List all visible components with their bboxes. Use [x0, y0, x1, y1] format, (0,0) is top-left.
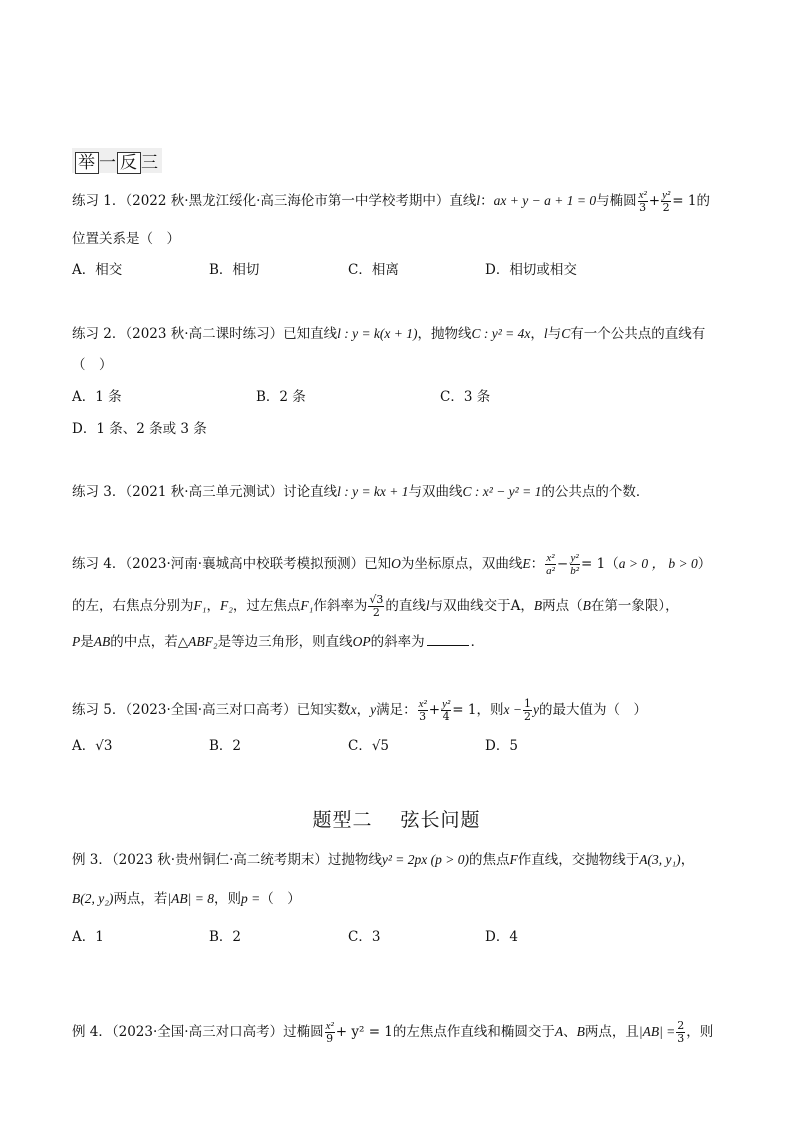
frac-num: x²: [418, 698, 427, 710]
fraction: [418, 698, 428, 723]
math-var: B: [533, 598, 543, 613]
text: 的斜率为: [370, 634, 425, 650]
text: 的焦点: [469, 852, 510, 868]
option-d[interactable]: D．1 条、2 条或 3 条: [72, 421, 207, 437]
text: 的最大值为（ ）: [538, 702, 647, 718]
option-b[interactable]: B．相切: [209, 262, 260, 278]
math-equation: l : y = kx + 1: [337, 484, 409, 499]
fraction: [676, 1020, 685, 1045]
fraction: [545, 552, 556, 577]
text: + y² = 1的左焦点作直线和椭圆交于: [335, 1024, 555, 1040]
text: 为坐标原点，双曲线: [400, 556, 523, 572]
text: ）: [697, 556, 712, 572]
frac-num: y²: [442, 698, 451, 710]
math-point: B(2, y₂): [72, 891, 114, 906]
math-equation: y² = 2px (p > 0): [381, 852, 469, 867]
frac-den: 2: [662, 201, 670, 214]
math-equation: ax + y − a + 1 = 0: [493, 193, 597, 208]
fraction: [441, 698, 451, 723]
text: ．: [470, 634, 485, 650]
exercise-1-line-2: 位置关系是（ ）: [72, 231, 180, 247]
option-a[interactable]: A．√3: [72, 738, 113, 754]
exercise-1-line-1: 练习 1．（2022 秋·黑龙江绥化·高三海伦市第一中学校考期中）直线l：ax + y − a + 1 = 0与椭圆 $\frac{\text{x²}}{3}$ + $\frac{\text{y²}}{2}$ = 1的: [72, 189, 710, 214]
text: 是: [80, 634, 94, 650]
frac-den: 3: [677, 1032, 685, 1045]
text: 的左，右焦点分别为: [72, 598, 194, 614]
math-var: E: [522, 556, 531, 571]
math-var: F₁: [193, 598, 207, 613]
math-var: l: [425, 598, 430, 613]
fraction: [661, 189, 671, 214]
text: 满足：: [376, 702, 417, 718]
section-title: [72, 148, 162, 173]
math-equation: C : y² = 4x: [471, 326, 531, 341]
option-a[interactable]: A．1: [72, 929, 104, 945]
math-var: F: [509, 852, 518, 867]
math-var: AB: [93, 634, 111, 649]
option-c[interactable]: C．3 条: [440, 389, 491, 405]
math-point: A(3, y₁): [639, 852, 681, 867]
example-3-line-2: [72, 889, 301, 909]
math-var: x: [350, 702, 357, 717]
option-b[interactable]: B．2: [209, 929, 242, 945]
frac-num: 1: [523, 697, 531, 710]
text: ：: [480, 193, 494, 209]
option-a[interactable]: A．相交: [72, 262, 123, 278]
math-var: F₂: [219, 598, 233, 613]
frac-den: b²: [570, 565, 580, 577]
frac-den: 4: [442, 710, 450, 723]
exercise-2-line-2: （ ）: [72, 357, 113, 373]
text: 与双曲线: [408, 484, 463, 500]
text: 的公共点的个数．: [541, 484, 650, 500]
frac-num: y²: [570, 552, 579, 564]
heading-type: 题型二: [312, 809, 373, 831]
fraction: [569, 552, 580, 577]
math-var: C: [561, 326, 571, 341]
text: 两点，且: [584, 1024, 639, 1040]
math-condition: a > 0 ， b > 0: [618, 556, 698, 571]
heading-topic: 弦长问题: [400, 809, 481, 831]
math-var: B: [582, 598, 591, 613]
math-var: l: [543, 326, 548, 341]
option-b[interactable]: B．2 条: [256, 389, 306, 405]
math-var: l: [476, 193, 481, 208]
math-var: P: [72, 634, 81, 649]
exercise-4-line-3: [72, 632, 484, 652]
text: ，则: [213, 891, 241, 907]
exercise-4-line-2: [72, 594, 679, 619]
option-a[interactable]: A．1 条: [72, 389, 122, 405]
section-title-char: 反: [117, 152, 141, 174]
frac-den: 3: [419, 710, 427, 723]
text: ：: [530, 556, 545, 572]
fraction: [325, 1020, 335, 1045]
section-title-char: 举: [75, 152, 99, 174]
option-c[interactable]: C．3: [348, 929, 381, 945]
math-var: O: [391, 556, 401, 571]
exercise-1-label: 练习 1．（2022 秋·黑龙江绥化·高三海伦市第一中学校考期中）直线: [72, 193, 477, 209]
text: 与: [547, 326, 562, 342]
frac-den: a²: [546, 565, 555, 577]
frac-num: x²: [546, 552, 555, 564]
math-var: A: [510, 598, 521, 614]
text: ，: [206, 598, 220, 614]
frac-den: 2: [523, 710, 531, 723]
math-equation: |AB| = 8: [167, 891, 214, 906]
exercise-3-label: 练习 3．（2021 秋·高三单元测试）讨论直线: [72, 484, 338, 500]
text: 两点，若: [113, 891, 168, 907]
text: ，则: [686, 1024, 714, 1040]
example-4-label: 例 4．（2023·全国·高三对口高考）过椭圆: [72, 1024, 324, 1040]
exercise-5-line-1: 练习 5．（2023·全国·高三对口高考）已知实数x，y满足： $\frac{\text{x²}}{3}$ + $\frac{\text{y²}}{4}$ = 1，则x − $\frac{1}{2}$ y的最大值为（ ）: [72, 697, 647, 723]
frac-den: 3: [639, 201, 647, 214]
example-4-line-1: [72, 1020, 713, 1045]
option-c[interactable]: C．√5: [348, 738, 390, 754]
text: ，: [530, 326, 544, 342]
text: （ ）: [260, 891, 301, 907]
text: ，: [520, 598, 534, 614]
math-expr: x −: [503, 702, 522, 717]
option-d[interactable]: D．4: [485, 929, 518, 945]
text: ，过左焦点: [232, 598, 301, 614]
exercise-2-line-1: [72, 324, 705, 344]
math-var: F₁: [300, 598, 314, 613]
frac-den: 2: [372, 606, 380, 619]
frac-num: y²: [662, 189, 671, 201]
option-b[interactable]: B．2: [209, 738, 242, 754]
math-var: B: [576, 1024, 585, 1039]
exercise-4-label: 练习 4．（2023·河南·襄城高中校联考模拟预测）已知: [72, 556, 392, 572]
text: = 1的: [672, 193, 710, 209]
text: 的直线: [385, 598, 426, 614]
frac-den: 9: [326, 1032, 334, 1045]
text: 在第一象限），: [590, 598, 679, 614]
example-3-line-1: [72, 850, 694, 870]
text: = 1，则: [452, 702, 504, 718]
fraction: [638, 189, 648, 214]
text: 作直线，交抛物线于: [517, 852, 640, 868]
text: 两点（: [542, 598, 583, 614]
text: 的中点，若: [110, 634, 178, 650]
section-title-char: 一: [99, 153, 117, 173]
frac-num: x²: [325, 1020, 334, 1032]
option-d[interactable]: D．相切或相交: [485, 262, 577, 278]
math-var: OP: [352, 634, 371, 649]
math-equation: C : x² − y² = 1: [462, 484, 542, 499]
option-d[interactable]: D．5: [485, 738, 518, 754]
math-triangle: △ABF₂: [177, 634, 218, 649]
text: ，: [680, 852, 695, 868]
fraction: [368, 594, 384, 619]
frac-num: √3: [369, 593, 384, 606]
math-var: y: [532, 702, 539, 717]
text: 与双曲线交于: [429, 598, 511, 614]
fraction: [523, 698, 532, 723]
option-c[interactable]: C．相离: [348, 262, 399, 278]
text: 与椭圆: [596, 193, 637, 209]
math-var: A: [554, 1024, 564, 1039]
text: ，抛物线: [417, 326, 472, 342]
math-var: y: [370, 702, 377, 717]
frac-num: 2: [677, 1019, 685, 1032]
text: 作斜率为: [313, 598, 368, 614]
math-equation: |AB| =: [638, 1024, 676, 1039]
exercise-3-line-1: [72, 482, 649, 502]
text: 有一个公共点的直线有: [570, 326, 706, 342]
math-equation: l : y = k(x + 1): [337, 326, 418, 341]
text: = 1（: [581, 556, 619, 572]
exercise-2-label: 练习 2．（2023 秋·高二课时练习）已知直线: [72, 326, 338, 342]
math-var: p =: [240, 891, 261, 906]
example-3-label: 例 3．（2023 秋·贵州铜仁·高二统考期末）过抛物线: [72, 852, 382, 868]
section-heading: [0, 805, 793, 832]
text: 、: [563, 1024, 577, 1040]
exercise-5-label: 练习 5．（2023·全国·高三对口高考）已知实数: [72, 702, 351, 718]
text: 是等边三角形，则直线: [217, 634, 353, 650]
text: ，: [356, 702, 371, 718]
exercise-4-line-1: 练习 4．（2023·河南·襄城高中校联考模拟预测）已知O为坐标原点，双曲线E： $\frac{\text{x²}}{\text{a²}}$ − $\frac{\text{y²}}{\text{b²}}$ = 1（a > 0 ， b > 0）: [72, 552, 712, 577]
frac-num: x²: [638, 189, 647, 201]
section-title-char: 三: [141, 153, 159, 173]
answer-blank[interactable]: [427, 645, 469, 646]
